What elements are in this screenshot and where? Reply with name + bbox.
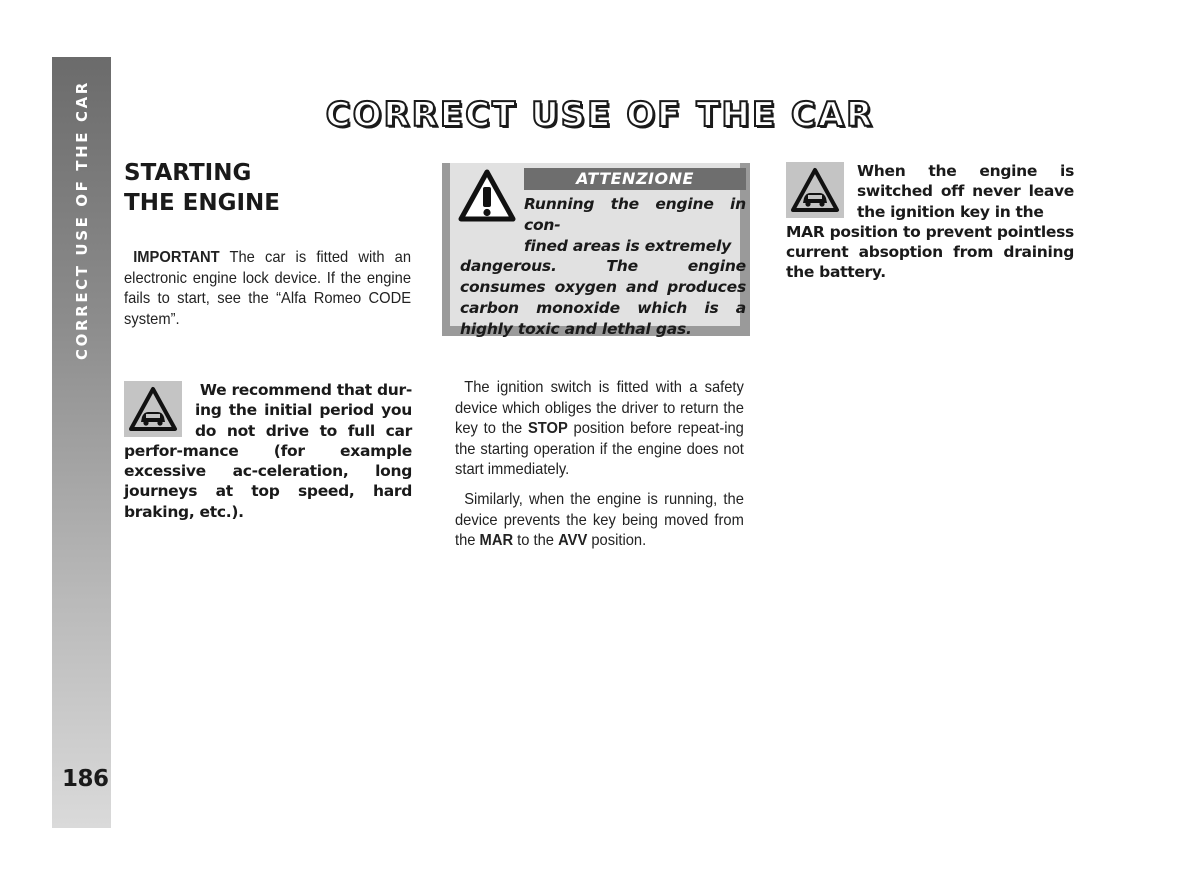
ignition-paragraph (455, 378, 744, 481)
section-heading-line2: THE ENGINE (124, 190, 281, 216)
ignition-text-1: The ignition switch is fitted with a safety device which obliges the driver to return the key to the (455, 379, 744, 437)
mar-keyword: MAR (479, 532, 514, 549)
similarly-text-3: position. (587, 532, 647, 549)
engine-off-note (786, 161, 1074, 283)
avv-keyword: AVV (558, 532, 588, 549)
section-heading (124, 158, 414, 218)
attenzione-line1: Running the engine in con- (524, 195, 746, 234)
important-text: The car is fitted with an electronic engine lock device. If the engine fails to start, see the “Alfa Romeo CODE system”. (124, 249, 412, 328)
recommend-note (124, 380, 412, 522)
page-title: CORRECT USE OF THE CAR (325, 95, 875, 135)
attenzione-rest: dangerous. The engine consumes oxygen and produces carbon monoxide which is a highly toxic and lethal gas. (460, 257, 746, 338)
similarly-text-2: to the (513, 532, 559, 549)
recommend-first-line: We recommend that dur- (199, 381, 412, 399)
engine-off-rest: MAR position to prevent pointless current absoption from draining the battery. (786, 222, 1074, 282)
ignition-text-2: position before repeat-ing the starting operation if the engine does not start immediately. (455, 420, 744, 478)
car-warning-icon (124, 381, 182, 437)
car-warning-icon (786, 162, 844, 218)
recommend-rest: ing the initial period you do not drive to full car perfor-mance (for example excessive ac-celeration, long journeys at top speed, hard braking, etc.). (124, 401, 412, 521)
attenzione-line2: fined areas is extremely (524, 236, 732, 255)
sidebar-section-label: CORRECT USE OF THE CAR (73, 80, 91, 360)
stop-keyword: STOP (527, 420, 568, 437)
similarly-paragraph (455, 490, 744, 552)
attenzione-header: ATTENZIONE (524, 168, 746, 190)
similarly-text-1: Similarly, when the engine is running, the device prevents the key being moved from the (455, 491, 744, 549)
engine-off-first: When the engine is switched off never leave the ignition key in the (857, 162, 1074, 221)
page-number: 186 (62, 766, 109, 792)
section-heading-line1: STARTING (124, 160, 252, 186)
important-paragraph (124, 248, 411, 330)
attenzione-warning-box (442, 163, 750, 336)
attenzione-text (460, 194, 746, 340)
important-lead: IMPORTANT (133, 249, 220, 266)
